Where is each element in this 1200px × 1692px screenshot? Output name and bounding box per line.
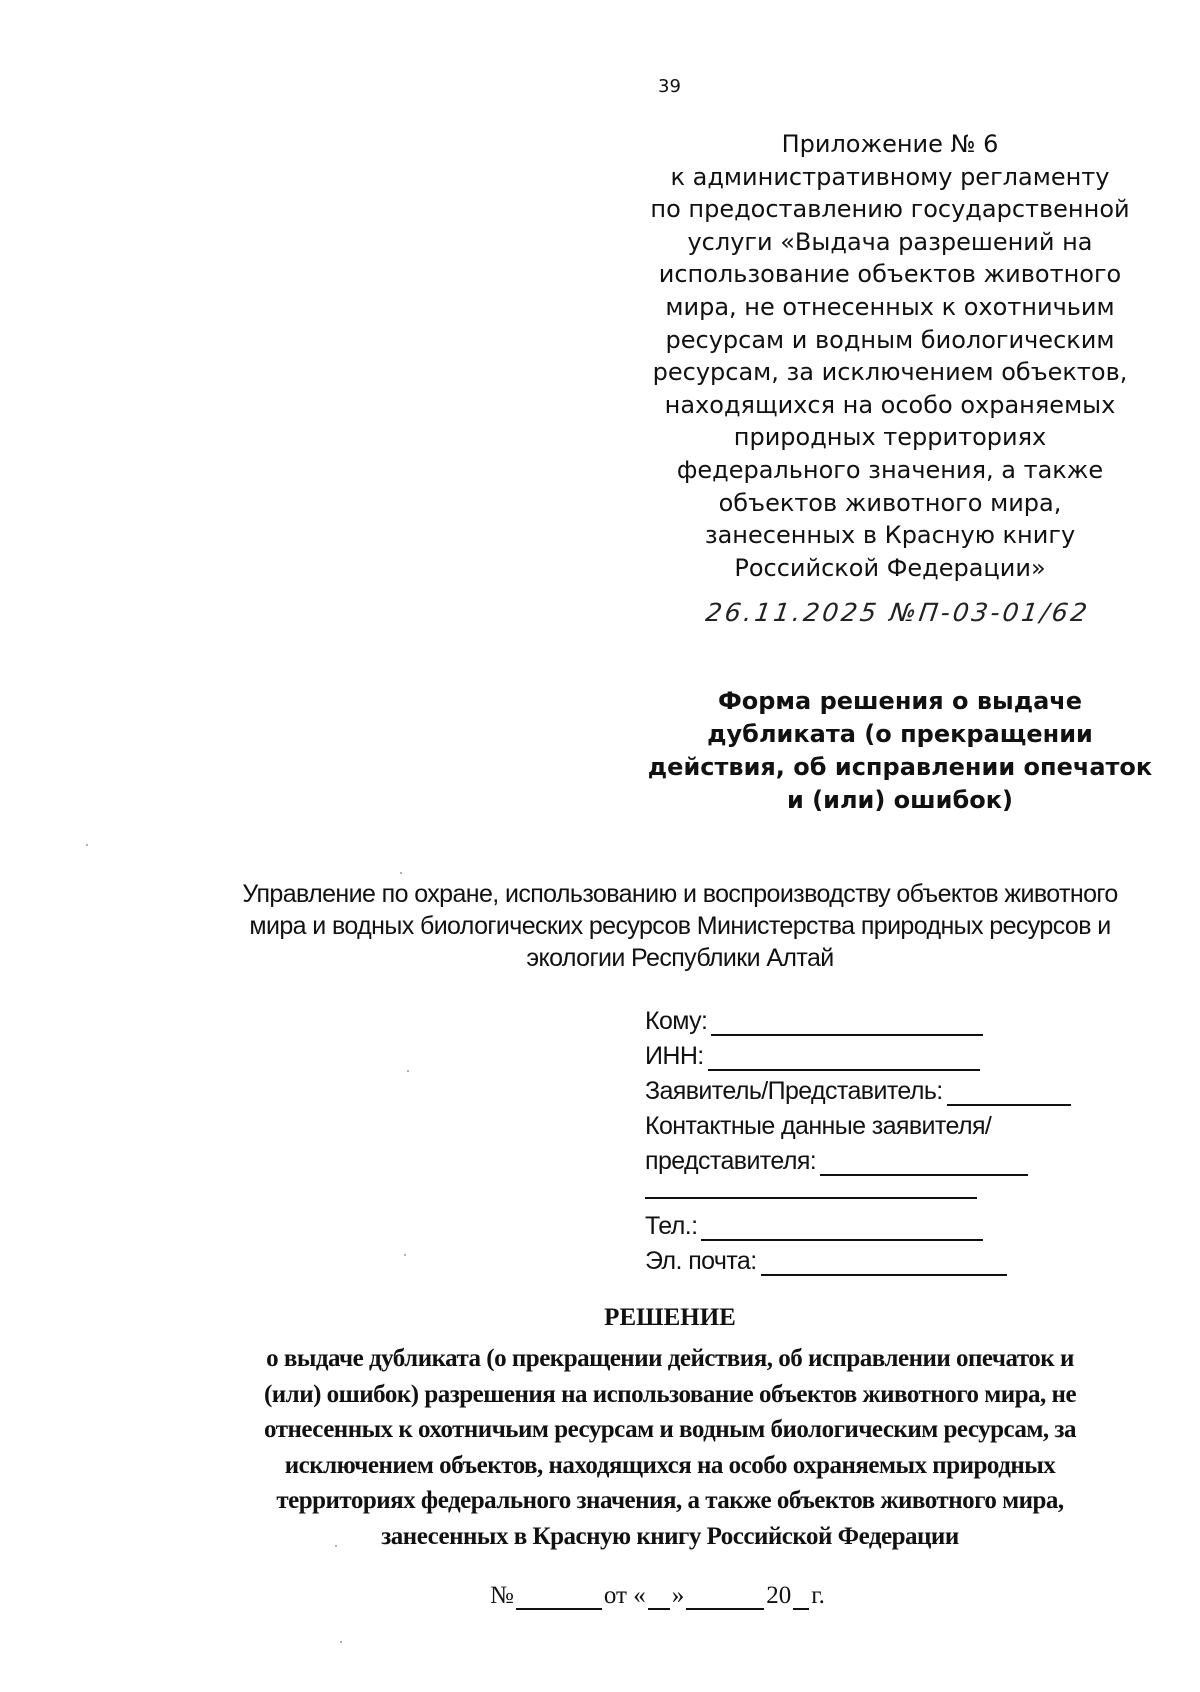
decision-subject <box>205 1341 1135 1554</box>
page-number: 39 <box>658 76 681 97</box>
authority-line: экологии Республики Алтай <box>526 944 834 972</box>
phone-row <box>645 1212 983 1241</box>
scan-speck <box>407 1070 409 1072</box>
appendix-line: Российской Федерации» <box>734 553 1046 582</box>
form-title-line: действия, об исправлении опечаток <box>647 753 1153 781</box>
appendix-line: Приложение № 6 <box>781 130 999 158</box>
appendix-line: к административному регламенту <box>670 162 1110 191</box>
decision-number-date <box>490 1582 850 1610</box>
authority-line: мира и водных биологических ресурсов Министерства природных ресурсов и <box>249 912 1111 940</box>
appendix-line: федерального значения, а также <box>676 455 1104 484</box>
appendix-line: по предоставлению государственной <box>650 195 1130 224</box>
decision-line: (или) ошибок) разрешения на использование объектов животного мира, не <box>263 1380 1077 1408</box>
appendix-line: ресурсам и водным биологическим <box>665 325 1115 354</box>
appendix-line: ресурсам, за исключением объектов, <box>652 358 1128 387</box>
appendix-line: природных территориях <box>733 423 1047 452</box>
year-suffix: г. <box>811 1582 825 1609</box>
phone-label: Тел.: <box>645 1212 698 1240</box>
scan-speck <box>400 872 402 874</box>
scan-speck <box>335 1545 337 1547</box>
issuing-authority <box>220 878 1140 974</box>
applicant-label: Заявитель/Представитель: <box>645 1077 943 1105</box>
appendix-line: объектов животного мира, <box>718 488 1062 517</box>
phone-field[interactable] <box>701 1217 983 1241</box>
scan-speck <box>86 844 88 846</box>
email-label: Эл. почта: <box>645 1247 757 1275</box>
decision-line: территориях федерального значения, а также объектов животного мира, <box>276 1487 1064 1514</box>
authority-line: Управление по охране, использованию и воспроизводству объектов животного <box>242 880 1118 908</box>
decision-heading: РЕШЕНИЕ <box>604 1304 736 1331</box>
to-label: Кому: <box>645 1007 708 1035</box>
inn-row <box>645 1042 980 1071</box>
appendix-line: использование объектов животного <box>658 260 1122 289</box>
to-row <box>645 1007 983 1036</box>
day-field[interactable] <box>648 1588 670 1610</box>
contacts-row <box>645 1112 991 1141</box>
form-title-line: Форма решения о выдаче <box>717 687 1083 715</box>
inn-label: ИНН: <box>645 1042 704 1070</box>
inn-field[interactable] <box>708 1047 980 1071</box>
email-row <box>645 1247 1007 1276</box>
scan-speck <box>404 1254 406 1256</box>
contacts-row-2 <box>645 1147 1028 1176</box>
form-title-line: дубликата (о прекращении <box>707 720 1093 748</box>
handwritten-reference: 26.11.2025 №П-03-01/62 <box>703 598 1092 627</box>
from-label: от « <box>603 1582 646 1609</box>
appendix-line: услуги «Выдача разрешений на <box>687 227 1093 256</box>
decision-line: исключением объектов, находящихся на особо охраняемых природных <box>284 1451 1056 1479</box>
form-title-line: и (или) ошибок) <box>787 786 1013 814</box>
appendix-header <box>640 128 1140 584</box>
applicant-field[interactable] <box>947 1082 1071 1106</box>
decision-line: о выдаче дубликата (о прекращении действия, об исправлении опечаток и <box>266 1345 1074 1372</box>
scan-speck <box>340 1641 342 1643</box>
decision-line: отнесенных к охотничьим ресурсам и водным биологическим ресурсам, за <box>264 1416 1076 1443</box>
number-sign: № <box>490 1582 514 1609</box>
appendix-line: мира, не отнесенных к охотничьим <box>665 292 1115 321</box>
email-field[interactable] <box>761 1252 1007 1276</box>
decision-number-field[interactable] <box>516 1588 602 1610</box>
decision-line: занесенных в Красную книгу Российской Федерации <box>381 1522 959 1550</box>
form-title <box>640 685 1160 817</box>
contacts-extra-field[interactable] <box>645 1197 977 1199</box>
month-field[interactable] <box>686 1588 764 1610</box>
contacts-label-2: представителя: <box>645 1147 817 1175</box>
appendix-line: находящихся на особо охраняемых <box>664 390 1116 419</box>
year-prefix: 20 <box>766 1582 792 1609</box>
year-field[interactable] <box>793 1588 809 1610</box>
appendix-line: занесенных в Красную книгу <box>704 521 1076 550</box>
contacts-label: Контактные данные заявителя/ <box>645 1112 992 1140</box>
applicant-row <box>645 1077 1071 1106</box>
to-field[interactable] <box>711 1012 983 1036</box>
quote-close: » <box>671 1582 685 1609</box>
contacts-field[interactable] <box>820 1152 1028 1176</box>
